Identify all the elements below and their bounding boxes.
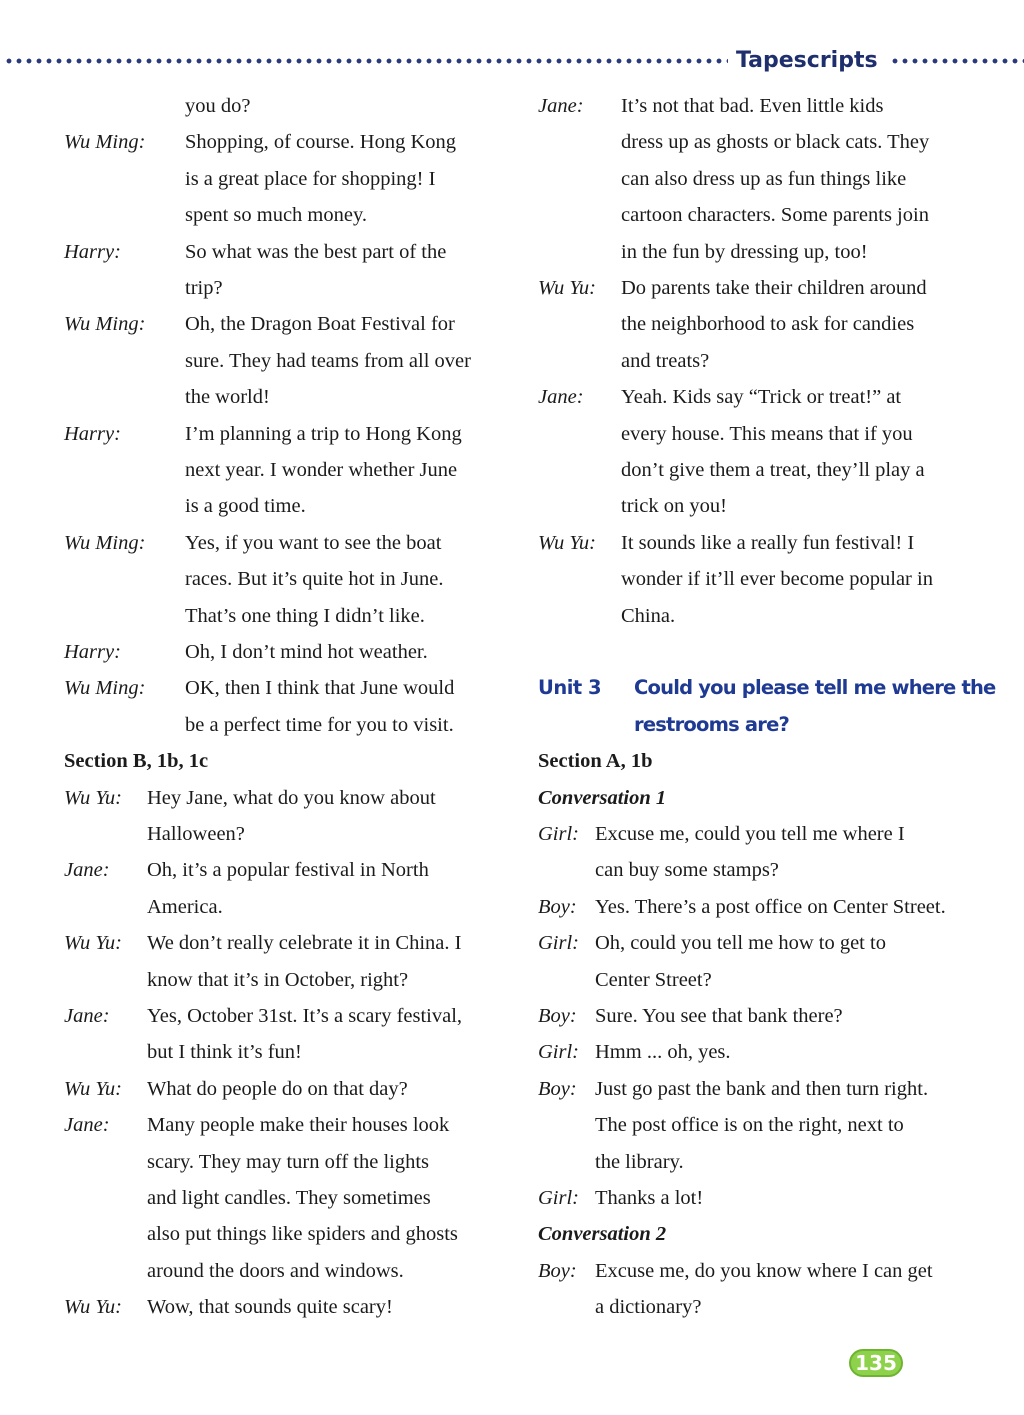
- speaker-name: Harry:: [64, 641, 121, 663]
- text-line: in the fun by dressing up, too!: [621, 240, 868, 263]
- dialogue-text: [185, 124, 456, 233]
- text-line: a dictionary?: [595, 1296, 702, 1319]
- text-line: That’s one thing I didn’t like.: [185, 604, 425, 627]
- dialogue-text: [621, 88, 929, 270]
- speaker-name: Jane:: [64, 1005, 110, 1027]
- speaker-name: Harry:: [64, 422, 121, 445]
- text-line: Oh, could you tell me how to get to: [595, 932, 886, 955]
- dialogue-text: [147, 852, 429, 925]
- dialogue-text: [621, 270, 927, 379]
- text-line: Halloween?: [147, 823, 245, 845]
- dialogue-text: [595, 925, 886, 998]
- text-line: I’m planning a trip to Hong Kong: [185, 422, 462, 445]
- text-line: The post office is on the right, next to: [595, 1114, 904, 1137]
- dialogue-text: [595, 889, 946, 925]
- unit-title: [634, 670, 995, 743]
- text-line: It sounds like a really fun festival! I: [621, 531, 915, 554]
- dialogue-text: [185, 306, 471, 415]
- speaker-name: Wu Yu:: [538, 277, 596, 299]
- text-line: So what was the best part of the: [185, 240, 447, 263]
- speaker-name: Jane:: [538, 95, 584, 117]
- text-line: Hmm ... oh, yes.: [595, 1041, 731, 1064]
- speaker-name: Boy:: [538, 1259, 577, 1282]
- text-line: around the doors and windows.: [147, 1259, 404, 1282]
- text-line: Many people make their houses look: [147, 1114, 450, 1137]
- text-line: and light candles. They sometimes: [147, 1187, 431, 1209]
- text-line: Oh, it’s a popular festival in North: [147, 859, 429, 882]
- dialogue-text: [185, 525, 444, 634]
- speaker-name: Boy:: [538, 1077, 577, 1100]
- text-line: dress up as ghosts or black cats. They: [621, 131, 930, 154]
- text-line: next year. I wonder whether June: [185, 459, 458, 481]
- text-line: Yes. There’s a post office on Center Street.: [595, 895, 946, 918]
- dialogue-text: [147, 998, 462, 1071]
- text-line: Excuse me, could you tell me where I: [595, 823, 905, 845]
- dialogue-text: [595, 998, 843, 1034]
- speaker-name: Wu Ming:: [64, 677, 146, 700]
- conversation-heading: Conversation 1: [538, 786, 667, 809]
- text-line: can buy some stamps?: [595, 859, 779, 882]
- speaker-name: Wu Yu:: [64, 786, 122, 809]
- dialogue-text: [595, 1253, 933, 1326]
- speaker-name: Boy:: [538, 895, 577, 918]
- header-dotted-rule-left: [4, 58, 728, 64]
- speaker-name: Wu Yu:: [64, 1077, 122, 1100]
- text-line: Excuse me, do you know where I can get: [595, 1259, 933, 1282]
- text-line: What do people do on that day?: [147, 1077, 408, 1100]
- speaker-name: Girl:: [538, 1041, 579, 1064]
- text-line: races. But it’s quite hot in June.: [185, 568, 444, 591]
- text-line: Oh, I don’t mind hot weather.: [185, 641, 428, 663]
- speaker-name: Wu Ming:: [64, 531, 146, 554]
- text-line: Center Street?: [595, 968, 712, 991]
- continuation-line: you do?: [185, 95, 251, 117]
- speaker-name: Wu Ming:: [64, 313, 146, 336]
- text-line: is a good time.: [185, 495, 306, 518]
- header-title: Tapescripts: [736, 48, 878, 73]
- section-heading: Section A, 1b: [538, 750, 653, 773]
- running-header: [0, 46, 1024, 76]
- text-line: Just go past the bank and then turn right.: [595, 1077, 929, 1100]
- text-line: Oh, the Dragon Boat Festival for: [185, 313, 455, 336]
- text-line: every house. This means that if you: [621, 422, 913, 445]
- text-line: but I think it’s fun!: [147, 1041, 302, 1064]
- text-line: Yes, if you want to see the boat: [185, 531, 442, 554]
- dialogue-text: [621, 525, 933, 634]
- text-line: sure. They had teams from all over: [185, 349, 471, 372]
- dialogue-text: [147, 1107, 458, 1289]
- speaker-name: Jane:: [64, 859, 110, 882]
- dialogue-text: [185, 234, 446, 307]
- speaker-name: Girl:: [538, 823, 579, 845]
- dialogue-text: [147, 1071, 408, 1107]
- speaker-name: Wu Ming:: [64, 131, 146, 154]
- text-line: don’t give them a treat, they’ll play a: [621, 459, 925, 481]
- text-line: scary. They may turn off the lights: [147, 1150, 430, 1173]
- text-line: Yeah. Kids say “Trick or treat!” at: [621, 386, 902, 409]
- text-line: Shopping, of course. Hong Kong: [185, 131, 457, 154]
- section-heading: Section B, 1b, 1c: [64, 750, 209, 773]
- text-line: It’s not that bad. Even little kids: [621, 95, 884, 117]
- text-line: Hey Jane, what do you know about: [147, 786, 436, 809]
- text-line: China.: [621, 604, 676, 627]
- text-line: OK, then I think that June would: [185, 677, 455, 700]
- unit-title-line: Could you please tell me where the: [634, 676, 996, 700]
- speaker-name: Wu Yu:: [538, 531, 596, 554]
- text-line: spent so much money.: [185, 204, 368, 227]
- unit-title-line: restrooms are?: [634, 712, 790, 736]
- dialogue-text: [147, 780, 436, 853]
- dialogue-text: [185, 670, 454, 743]
- text-line: also put things like spiders and ghosts: [147, 1223, 458, 1246]
- text-line: America.: [147, 895, 223, 918]
- dialogue-text: [595, 1071, 928, 1180]
- speaker-name: Harry:: [64, 240, 121, 263]
- text-line: the library.: [595, 1150, 684, 1173]
- text-line: the world!: [185, 386, 270, 409]
- unit-number: Unit 3: [538, 676, 602, 700]
- text-line: cartoon characters. Some parents join: [621, 204, 929, 227]
- dialogue-text: [595, 1180, 703, 1216]
- dialogue-text: [147, 925, 461, 998]
- dialogue-text: [185, 416, 462, 525]
- text-line: trick on you!: [621, 495, 727, 518]
- speaker-name: Wu Yu:: [64, 1296, 122, 1319]
- speaker-name: Jane:: [538, 386, 584, 409]
- speaker-name: Girl:: [538, 932, 579, 955]
- dialogue-text: [147, 1289, 393, 1325]
- speaker-name: Jane:: [64, 1114, 110, 1137]
- text-line: wonder if it’ll ever become popular in: [621, 568, 933, 591]
- text-line: and treats?: [621, 349, 710, 372]
- text-line: be a perfect time for you to visit.: [185, 713, 454, 736]
- text-line: can also dress up as fun things like: [621, 167, 907, 190]
- speaker-name: Boy:: [538, 1005, 577, 1027]
- text-line: Do parents take their children around: [621, 277, 927, 299]
- text-line: Yes, October 31st. It’s a scary festival,: [147, 1005, 463, 1027]
- text-line: We don’t really celebrate it in China. I: [147, 932, 462, 955]
- text-line: Thanks a lot!: [595, 1187, 704, 1209]
- text-line: Wow, that sounds quite scary!: [147, 1296, 393, 1319]
- speaker-name: Girl:: [538, 1187, 579, 1209]
- page-number-badge: 135: [849, 1349, 903, 1377]
- conversation-heading: Conversation 2: [538, 1223, 667, 1246]
- text-line: Sure. You see that bank there?: [595, 1005, 843, 1027]
- text-line: the neighborhood to ask for candies: [621, 313, 915, 336]
- text-line: trip?: [185, 277, 223, 299]
- text-line: know that it’s in October, right?: [147, 968, 409, 991]
- dialogue-text: [621, 379, 925, 525]
- speaker-name: Wu Yu:: [64, 932, 122, 955]
- header-dotted-rule-right: [890, 58, 1024, 64]
- dialogue-text: [595, 1034, 731, 1070]
- text-line: is a great place for shopping! I: [185, 167, 436, 190]
- dialogue-text: [595, 816, 905, 889]
- dialogue-text: [185, 634, 428, 670]
